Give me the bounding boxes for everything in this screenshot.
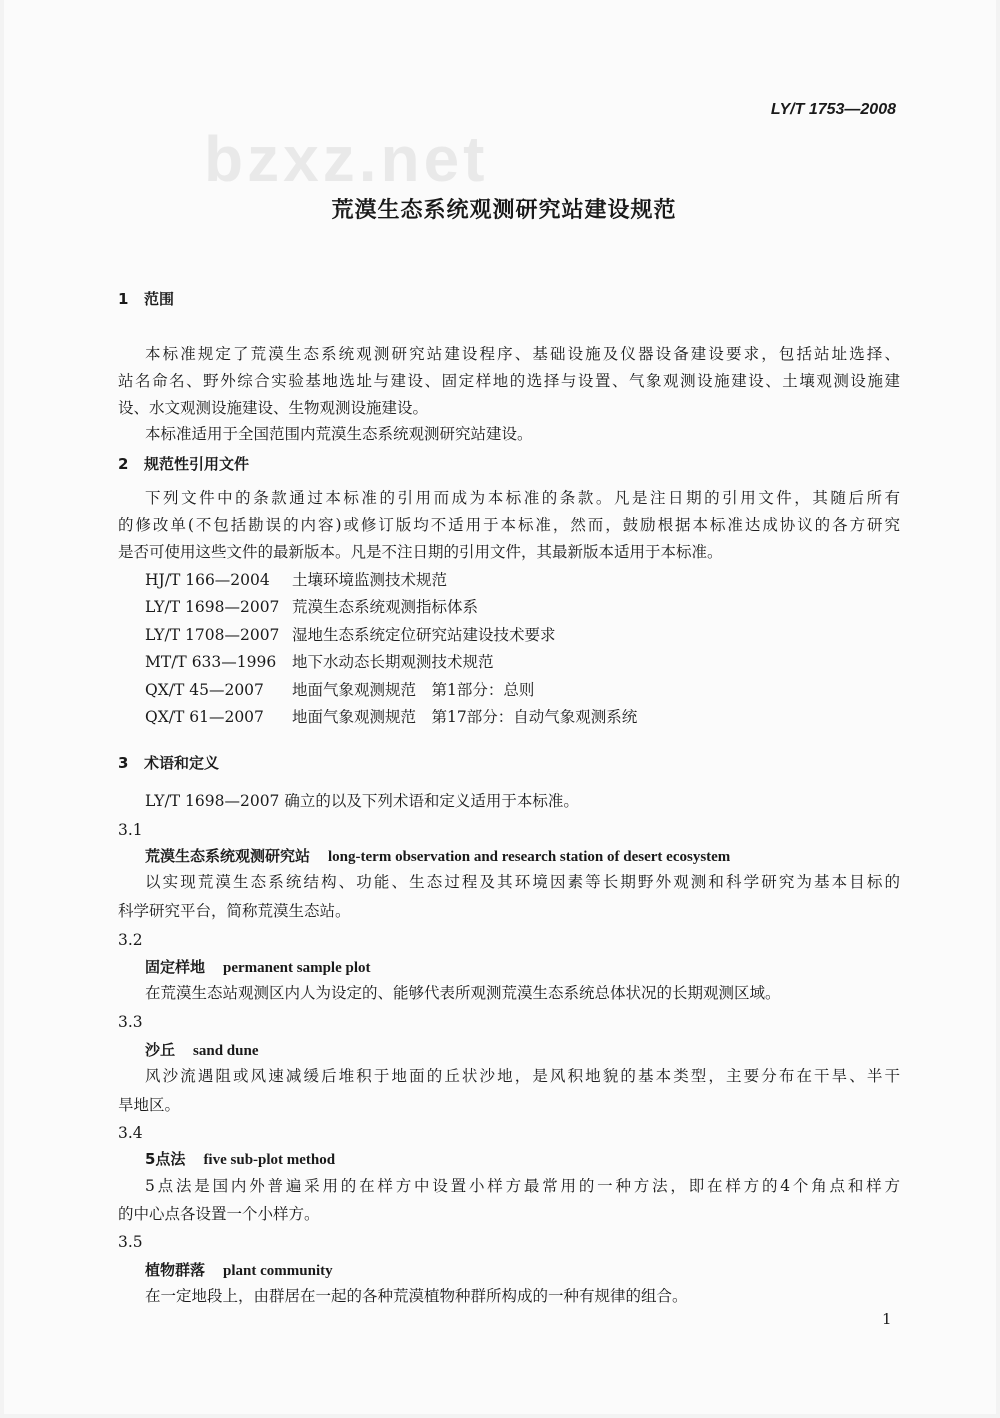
section-title: 规范性引用文件 — [144, 455, 250, 473]
term-number: 3.5 — [118, 1233, 143, 1251]
term-number: 3.1 — [118, 821, 143, 839]
reference-title: 荒漠生态系统观测指标体系 — [292, 598, 479, 616]
reference-item — [145, 625, 556, 645]
term-number: 3.4 — [118, 1124, 143, 1142]
reference-code: QX/T 61—2007 — [145, 708, 264, 726]
section-number: 1 — [118, 290, 129, 308]
term-en: long-term observation and research station of desert ecosystem — [328, 849, 731, 865]
definition-line: 旱地区。 — [118, 1096, 181, 1114]
reference-title: 地面气象观测规范 第17部分：自动气象观测系统 — [292, 708, 638, 726]
reference-code: MT/T 633—1996 — [145, 653, 277, 671]
term-en: sand dune — [193, 1043, 259, 1059]
section-heading-1 — [118, 289, 174, 309]
definition-line: 在荒漠生态站观测区内人为设定的、能够代表所观测荒漠生态系统总体状况的长期观测区域。 — [145, 984, 781, 1002]
reference-item — [145, 707, 637, 727]
page-number: 1 — [882, 1310, 892, 1328]
term-number: 3.2 — [118, 931, 143, 949]
reference-item — [145, 652, 494, 672]
definition-line: 5点法是国内外普遍采用的在样方中设置小样方最常用的一种方法，即在样方的4个角点和样方 — [145, 1177, 900, 1195]
term-en: permanent sample plot — [223, 960, 371, 976]
section-number: 3 — [118, 754, 129, 772]
definition-line: 风沙流遇阻或风速减缓后堆积于地面的丘状沙地，是风积地貌的基本类型，主要分布在干旱、半干 — [145, 1067, 900, 1085]
term-heading — [145, 1260, 333, 1281]
reference-item — [145, 570, 447, 590]
standard-code: LY/T 1753—2008 — [770, 101, 896, 118]
reference-code: LY/T 1708—2007 — [145, 626, 280, 644]
paragraph-line: 设、水文观测设施建设、生物观测设施建设。 — [118, 399, 429, 417]
section-title: 范围 — [144, 290, 175, 308]
reference-title: 湿地生态系统定位研究站建设技术要求 — [292, 626, 556, 644]
reference-code: LY/T 1698—2007 — [145, 598, 280, 616]
paragraph-line: 本标准规定了荒漠生态系统观测研究站建设程序、基础设施及仪器设备建设要求，包括站址选择、 — [145, 345, 900, 363]
paragraph-line: LY/T 1698—2007 确立的以及下列术语和定义适用于本标准。 — [145, 792, 579, 810]
term-zh: 沙丘 — [145, 1041, 176, 1059]
reference-title: 土壤环境监测技术规范 — [292, 571, 448, 589]
term-en: plant community — [223, 1263, 333, 1279]
term-zh: 植物群落 — [145, 1261, 206, 1279]
definition-line: 在一定地段上，由群居在一起的各种荒漠植物种群所构成的一种有规律的组合。 — [145, 1287, 688, 1305]
watermark: bzxz.net — [204, 123, 489, 195]
paragraph-line: 本标准适用于全国范围内荒漠生态系统观测研究站建设。 — [145, 425, 533, 443]
reference-item — [145, 597, 478, 617]
term-heading — [145, 846, 730, 867]
term-zh: 固定样地 — [145, 958, 206, 976]
reference-item — [145, 680, 534, 700]
term-heading — [145, 957, 371, 978]
definition-line: 的中心点各设置一个小样方。 — [118, 1205, 320, 1223]
section-title: 术语和定义 — [144, 754, 220, 772]
paragraph-line: 站名命名、野外综合实验基地选址与建设、固定样地的选择与设置、气象观测设施建设、土壤观测设施建 — [118, 372, 900, 390]
paragraph-line: 的修改单(不包括勘误的内容)或修订版均不适用于本标准，然而，鼓励根据本标准达成协议的各方研究 — [118, 516, 900, 534]
term-en: five sub-plot method — [203, 1152, 336, 1168]
term-zh: 5点法 — [145, 1150, 186, 1168]
term-zh: 荒漠生态系统观测研究站 — [145, 847, 311, 865]
reference-title: 地下水动态长期观测技术规范 — [292, 653, 494, 671]
paragraph-line: 下列文件中的条款通过本标准的引用而成为本标准的条款。凡是注日期的引用文件，其随后所有 — [145, 489, 900, 507]
term-number: 3.3 — [118, 1013, 143, 1031]
paragraph-line: 是否可使用这些文件的最新版本。凡是不注日期的引用文件，其最新版本适用于本标准。 — [118, 543, 723, 561]
definition-line: 科学研究平台，简称荒漠生态站。 — [118, 902, 351, 920]
term-heading — [145, 1040, 258, 1061]
page-title: 荒漠生态系统观测研究站建设规范 — [331, 198, 677, 223]
term-heading — [145, 1149, 335, 1170]
section-heading-3 — [118, 753, 219, 773]
reference-title: 地面气象观测规范 第1部分：总则 — [292, 681, 535, 699]
reference-code: QX/T 45—2007 — [145, 681, 264, 699]
reference-code: HJ/T 166—2004 — [145, 571, 270, 589]
definition-line: 以实现荒漠生态系统结构、功能、生态过程及其环境因素等长期野外观测和科学研究为基本目标的 — [145, 873, 900, 891]
section-heading-2 — [118, 454, 249, 474]
section-number: 2 — [118, 455, 129, 473]
